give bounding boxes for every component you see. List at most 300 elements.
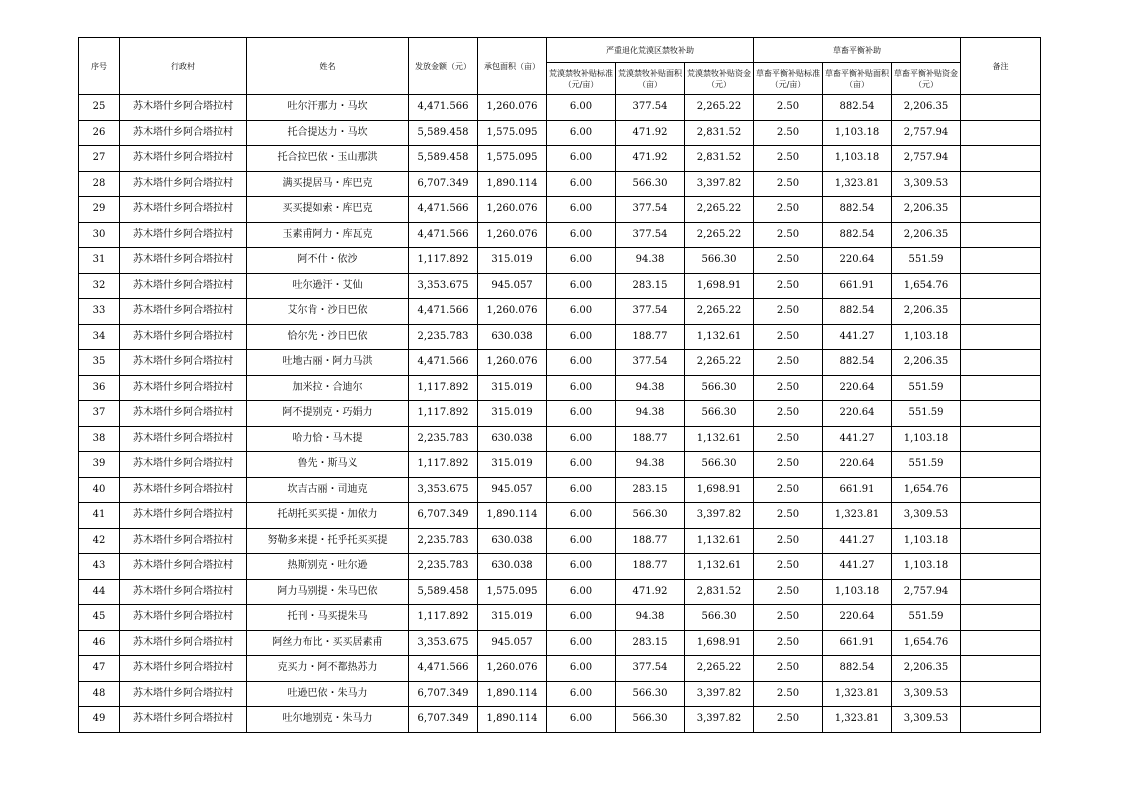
cell-desert-fund: 1,132.61 bbox=[685, 528, 754, 554]
cell-amount: 1,117.892 bbox=[409, 452, 478, 478]
cell-remark bbox=[961, 656, 1041, 682]
cell-amount: 6,707.349 bbox=[409, 707, 478, 733]
cell-desert-fund: 2,265.22 bbox=[685, 299, 754, 325]
cell-grass-fund: 2,206.35 bbox=[892, 299, 961, 325]
cell-desert-std: 6.00 bbox=[547, 554, 616, 580]
cell-desert-std: 6.00 bbox=[547, 375, 616, 401]
cell-seq: 38 bbox=[79, 426, 120, 452]
cell-desert-std: 6.00 bbox=[547, 477, 616, 503]
cell-grass-area: 882.54 bbox=[823, 656, 892, 682]
cell-name: 买买提如索・库巴克 bbox=[247, 197, 409, 223]
cell-grass-area: 661.91 bbox=[823, 477, 892, 503]
cell-desert-fund: 3,397.82 bbox=[685, 503, 754, 529]
cell-village: 苏木塔什乡阿合塔拉村 bbox=[120, 299, 247, 325]
cell-grass-fund: 551.59 bbox=[892, 375, 961, 401]
cell-seq: 41 bbox=[79, 503, 120, 529]
cell-area: 315.019 bbox=[478, 605, 547, 631]
cell-seq: 36 bbox=[79, 375, 120, 401]
cell-name: 恰尔先・沙日巴依 bbox=[247, 324, 409, 350]
cell-village: 苏木塔什乡阿合塔拉村 bbox=[120, 171, 247, 197]
cell-remark bbox=[961, 426, 1041, 452]
cell-grass-fund: 2,206.35 bbox=[892, 350, 961, 376]
cell-grass-area: 220.64 bbox=[823, 248, 892, 274]
cell-remark bbox=[961, 579, 1041, 605]
cell-desert-std: 6.00 bbox=[547, 324, 616, 350]
cell-area: 1,575.095 bbox=[478, 146, 547, 172]
cell-grass-area: 882.54 bbox=[823, 350, 892, 376]
cell-area: 1,260.076 bbox=[478, 197, 547, 223]
cell-area: 1,260.076 bbox=[478, 95, 547, 121]
cell-grass-area: 220.64 bbox=[823, 605, 892, 631]
cell-remark bbox=[961, 146, 1041, 172]
cell-grass-area: 1,323.81 bbox=[823, 503, 892, 529]
cell-grass-area: 441.27 bbox=[823, 324, 892, 350]
cell-desert-area: 377.54 bbox=[616, 95, 685, 121]
cell-seq: 30 bbox=[79, 222, 120, 248]
cell-village: 苏木塔什乡阿合塔拉村 bbox=[120, 503, 247, 529]
cell-amount: 2,235.783 bbox=[409, 426, 478, 452]
cell-grass-fund: 3,309.53 bbox=[892, 171, 961, 197]
cell-grass-area: 220.64 bbox=[823, 401, 892, 427]
table-row bbox=[79, 681, 1041, 707]
cell-grass-fund: 3,309.53 bbox=[892, 707, 961, 733]
cell-remark bbox=[961, 197, 1041, 223]
cell-desert-fund: 1,698.91 bbox=[685, 273, 754, 299]
cell-remark bbox=[961, 605, 1041, 631]
cell-remark bbox=[961, 452, 1041, 478]
cell-desert-std: 6.00 bbox=[547, 579, 616, 605]
header-amount: 发放金额（元） bbox=[409, 38, 478, 95]
table-row bbox=[79, 120, 1041, 146]
cell-grass-std: 2.50 bbox=[754, 299, 823, 325]
cell-amount: 2,235.783 bbox=[409, 554, 478, 580]
cell-desert-fund: 1,132.61 bbox=[685, 426, 754, 452]
cell-village: 苏木塔什乡阿合塔拉村 bbox=[120, 630, 247, 656]
cell-area: 1,890.114 bbox=[478, 681, 547, 707]
cell-desert-area: 377.54 bbox=[616, 350, 685, 376]
cell-area: 1,890.114 bbox=[478, 171, 547, 197]
cell-desert-fund: 566.30 bbox=[685, 401, 754, 427]
cell-name: 托胡托买买提・加依力 bbox=[247, 503, 409, 529]
cell-seq: 25 bbox=[79, 95, 120, 121]
cell-remark bbox=[961, 375, 1041, 401]
cell-remark bbox=[961, 350, 1041, 376]
cell-desert-std: 6.00 bbox=[547, 681, 616, 707]
cell-desert-area: 471.92 bbox=[616, 579, 685, 605]
cell-village: 苏木塔什乡阿合塔拉村 bbox=[120, 579, 247, 605]
cell-desert-area: 283.15 bbox=[616, 630, 685, 656]
cell-area: 1,260.076 bbox=[478, 350, 547, 376]
cell-desert-fund: 2,831.52 bbox=[685, 120, 754, 146]
cell-village: 苏木塔什乡阿合塔拉村 bbox=[120, 273, 247, 299]
cell-grass-fund: 2,206.35 bbox=[892, 197, 961, 223]
header-village: 行政村 bbox=[120, 38, 247, 95]
table-row bbox=[79, 426, 1041, 452]
cell-amount: 3,353.675 bbox=[409, 477, 478, 503]
cell-seq: 29 bbox=[79, 197, 120, 223]
cell-amount: 1,117.892 bbox=[409, 375, 478, 401]
cell-grass-std: 2.50 bbox=[754, 452, 823, 478]
cell-grass-fund: 2,206.35 bbox=[892, 222, 961, 248]
cell-amount: 4,471.566 bbox=[409, 95, 478, 121]
cell-name: 阿丝力布比・买买居素甫 bbox=[247, 630, 409, 656]
header-group-grass: 草畜平衡补助 bbox=[754, 38, 961, 63]
cell-desert-std: 6.00 bbox=[547, 426, 616, 452]
cell-name: 吐地古丽・阿力马洪 bbox=[247, 350, 409, 376]
cell-village: 苏木塔什乡阿合塔拉村 bbox=[120, 554, 247, 580]
cell-name: 吐尔逊汗・艾仙 bbox=[247, 273, 409, 299]
cell-name: 吐尔汗那力・马坎 bbox=[247, 95, 409, 121]
cell-village: 苏木塔什乡阿合塔拉村 bbox=[120, 707, 247, 733]
cell-seq: 47 bbox=[79, 656, 120, 682]
cell-amount: 4,471.566 bbox=[409, 350, 478, 376]
cell-grass-std: 2.50 bbox=[754, 579, 823, 605]
cell-remark bbox=[961, 630, 1041, 656]
cell-seq: 33 bbox=[79, 299, 120, 325]
cell-desert-area: 566.30 bbox=[616, 171, 685, 197]
cell-village: 苏木塔什乡阿合塔拉村 bbox=[120, 324, 247, 350]
cell-grass-std: 2.50 bbox=[754, 197, 823, 223]
cell-grass-std: 2.50 bbox=[754, 477, 823, 503]
cell-area: 630.038 bbox=[478, 528, 547, 554]
cell-area: 1,575.095 bbox=[478, 579, 547, 605]
cell-amount: 6,707.349 bbox=[409, 171, 478, 197]
cell-grass-area: 441.27 bbox=[823, 554, 892, 580]
table-row bbox=[79, 222, 1041, 248]
table-row bbox=[79, 324, 1041, 350]
cell-name: 鲁先・斯马义 bbox=[247, 452, 409, 478]
cell-seq: 45 bbox=[79, 605, 120, 631]
table-row bbox=[79, 656, 1041, 682]
cell-village: 苏木塔什乡阿合塔拉村 bbox=[120, 656, 247, 682]
cell-name: 努勒多来提・托乎托买买提 bbox=[247, 528, 409, 554]
cell-seq: 39 bbox=[79, 452, 120, 478]
cell-grass-fund: 551.59 bbox=[892, 248, 961, 274]
cell-desert-fund: 2,831.52 bbox=[685, 146, 754, 172]
cell-grass-area: 220.64 bbox=[823, 375, 892, 401]
header-desert-fund: 荒漠禁牧补贴资金（元） bbox=[685, 63, 754, 95]
cell-name: 热斯别克・吐尔逊 bbox=[247, 554, 409, 580]
table-row bbox=[79, 171, 1041, 197]
cell-desert-std: 6.00 bbox=[547, 120, 616, 146]
cell-seq: 31 bbox=[79, 248, 120, 274]
cell-desert-std: 6.00 bbox=[547, 197, 616, 223]
table-row bbox=[79, 707, 1041, 733]
cell-area: 315.019 bbox=[478, 401, 547, 427]
cell-amount: 3,353.675 bbox=[409, 273, 478, 299]
cell-grass-fund: 1,103.18 bbox=[892, 528, 961, 554]
cell-amount: 5,589.458 bbox=[409, 120, 478, 146]
cell-remark bbox=[961, 273, 1041, 299]
cell-seq: 34 bbox=[79, 324, 120, 350]
cell-name: 吐逊巴依・朱马力 bbox=[247, 681, 409, 707]
cell-remark bbox=[961, 707, 1041, 733]
cell-grass-std: 2.50 bbox=[754, 503, 823, 529]
cell-desert-area: 566.30 bbox=[616, 707, 685, 733]
cell-seq: 26 bbox=[79, 120, 120, 146]
cell-desert-area: 377.54 bbox=[616, 656, 685, 682]
cell-desert-std: 6.00 bbox=[547, 222, 616, 248]
cell-amount: 3,353.675 bbox=[409, 630, 478, 656]
cell-area: 1,260.076 bbox=[478, 656, 547, 682]
cell-desert-fund: 566.30 bbox=[685, 248, 754, 274]
cell-grass-fund: 551.59 bbox=[892, 605, 961, 631]
cell-grass-std: 2.50 bbox=[754, 528, 823, 554]
cell-area: 630.038 bbox=[478, 324, 547, 350]
header-area: 承包面积（亩） bbox=[478, 38, 547, 95]
cell-grass-std: 2.50 bbox=[754, 146, 823, 172]
cell-grass-std: 2.50 bbox=[754, 350, 823, 376]
cell-area: 315.019 bbox=[478, 452, 547, 478]
cell-desert-area: 94.38 bbox=[616, 452, 685, 478]
cell-grass-area: 1,323.81 bbox=[823, 171, 892, 197]
cell-grass-area: 1,323.81 bbox=[823, 707, 892, 733]
cell-village: 苏木塔什乡阿合塔拉村 bbox=[120, 681, 247, 707]
cell-seq: 27 bbox=[79, 146, 120, 172]
cell-grass-fund: 551.59 bbox=[892, 401, 961, 427]
cell-desert-std: 6.00 bbox=[547, 146, 616, 172]
cell-remark bbox=[961, 171, 1041, 197]
cell-desert-std: 6.00 bbox=[547, 299, 616, 325]
cell-desert-fund: 1,132.61 bbox=[685, 324, 754, 350]
cell-desert-fund: 2,265.22 bbox=[685, 95, 754, 121]
cell-grass-fund: 1,103.18 bbox=[892, 554, 961, 580]
cell-amount: 1,117.892 bbox=[409, 605, 478, 631]
cell-village: 苏木塔什乡阿合塔拉村 bbox=[120, 248, 247, 274]
cell-grass-std: 2.50 bbox=[754, 630, 823, 656]
cell-grass-std: 2.50 bbox=[754, 656, 823, 682]
cell-grass-fund: 1,103.18 bbox=[892, 426, 961, 452]
cell-name: 托合拉巴依・玉山那洪 bbox=[247, 146, 409, 172]
table-row bbox=[79, 401, 1041, 427]
cell-area: 630.038 bbox=[478, 426, 547, 452]
cell-amount: 2,235.783 bbox=[409, 528, 478, 554]
table-row bbox=[79, 579, 1041, 605]
cell-grass-fund: 2,757.94 bbox=[892, 120, 961, 146]
cell-grass-fund: 3,309.53 bbox=[892, 503, 961, 529]
cell-amount: 4,471.566 bbox=[409, 197, 478, 223]
cell-grass-area: 882.54 bbox=[823, 197, 892, 223]
cell-desert-fund: 2,265.22 bbox=[685, 197, 754, 223]
cell-village: 苏木塔什乡阿合塔拉村 bbox=[120, 197, 247, 223]
cell-remark bbox=[961, 95, 1041, 121]
cell-desert-area: 566.30 bbox=[616, 503, 685, 529]
header-name: 姓名 bbox=[247, 38, 409, 95]
table-row bbox=[79, 503, 1041, 529]
cell-desert-std: 6.00 bbox=[547, 605, 616, 631]
header-remark: 备注 bbox=[961, 38, 1041, 95]
cell-grass-area: 882.54 bbox=[823, 95, 892, 121]
cell-village: 苏木塔什乡阿合塔拉村 bbox=[120, 452, 247, 478]
cell-grass-std: 2.50 bbox=[754, 171, 823, 197]
cell-desert-fund: 566.30 bbox=[685, 605, 754, 631]
cell-remark bbox=[961, 324, 1041, 350]
cell-desert-fund: 2,831.52 bbox=[685, 579, 754, 605]
cell-grass-area: 1,323.81 bbox=[823, 681, 892, 707]
cell-seq: 37 bbox=[79, 401, 120, 427]
cell-remark bbox=[961, 528, 1041, 554]
cell-name: 吐尔地别克・朱马力 bbox=[247, 707, 409, 733]
cell-name: 艾尔肯・沙日巴依 bbox=[247, 299, 409, 325]
cell-area: 945.057 bbox=[478, 477, 547, 503]
cell-village: 苏木塔什乡阿合塔拉村 bbox=[120, 401, 247, 427]
cell-desert-area: 188.77 bbox=[616, 426, 685, 452]
table-row bbox=[79, 197, 1041, 223]
table-row bbox=[79, 95, 1041, 121]
cell-desert-fund: 3,397.82 bbox=[685, 171, 754, 197]
cell-grass-fund: 1,654.76 bbox=[892, 477, 961, 503]
cell-grass-std: 2.50 bbox=[754, 95, 823, 121]
cell-name: 哈力恰・马木提 bbox=[247, 426, 409, 452]
cell-amount: 6,707.349 bbox=[409, 681, 478, 707]
cell-grass-fund: 2,757.94 bbox=[892, 579, 961, 605]
header-desert-std: 荒漠禁牧补贴标准（元/亩） bbox=[547, 63, 616, 95]
table-row bbox=[79, 299, 1041, 325]
cell-grass-std: 2.50 bbox=[754, 248, 823, 274]
cell-amount: 4,471.566 bbox=[409, 656, 478, 682]
cell-village: 苏木塔什乡阿合塔拉村 bbox=[120, 375, 247, 401]
table-row bbox=[79, 477, 1041, 503]
cell-grass-area: 441.27 bbox=[823, 426, 892, 452]
cell-desert-std: 6.00 bbox=[547, 503, 616, 529]
cell-grass-area: 661.91 bbox=[823, 630, 892, 656]
cell-desert-area: 283.15 bbox=[616, 477, 685, 503]
cell-village: 苏木塔什乡阿合塔拉村 bbox=[120, 477, 247, 503]
cell-desert-area: 471.92 bbox=[616, 120, 685, 146]
header-grass-area: 草畜平衡补贴面积（亩） bbox=[823, 63, 892, 95]
subsidy-table bbox=[78, 37, 1041, 733]
cell-desert-fund: 1,698.91 bbox=[685, 630, 754, 656]
cell-remark bbox=[961, 120, 1041, 146]
cell-seq: 46 bbox=[79, 630, 120, 656]
cell-grass-area: 441.27 bbox=[823, 528, 892, 554]
cell-grass-fund: 1,654.76 bbox=[892, 630, 961, 656]
cell-desert-area: 94.38 bbox=[616, 375, 685, 401]
cell-village: 苏木塔什乡阿合塔拉村 bbox=[120, 120, 247, 146]
cell-village: 苏木塔什乡阿合塔拉村 bbox=[120, 146, 247, 172]
cell-village: 苏木塔什乡阿合塔拉村 bbox=[120, 350, 247, 376]
cell-grass-std: 2.50 bbox=[754, 273, 823, 299]
cell-area: 1,260.076 bbox=[478, 222, 547, 248]
cell-grass-fund: 1,654.76 bbox=[892, 273, 961, 299]
cell-village: 苏木塔什乡阿合塔拉村 bbox=[120, 426, 247, 452]
cell-desert-area: 188.77 bbox=[616, 324, 685, 350]
cell-name: 阿力马别提・朱马巴依 bbox=[247, 579, 409, 605]
cell-remark bbox=[961, 681, 1041, 707]
cell-amount: 5,589.458 bbox=[409, 146, 478, 172]
cell-grass-std: 2.50 bbox=[754, 324, 823, 350]
cell-desert-std: 6.00 bbox=[547, 707, 616, 733]
cell-grass-fund: 1,103.18 bbox=[892, 324, 961, 350]
cell-grass-area: 1,103.18 bbox=[823, 120, 892, 146]
cell-seq: 44 bbox=[79, 579, 120, 605]
cell-area: 315.019 bbox=[478, 248, 547, 274]
cell-remark bbox=[961, 222, 1041, 248]
cell-desert-std: 6.00 bbox=[547, 171, 616, 197]
cell-name: 阿不什・依沙 bbox=[247, 248, 409, 274]
cell-grass-std: 2.50 bbox=[754, 554, 823, 580]
cell-seq: 49 bbox=[79, 707, 120, 733]
cell-village: 苏木塔什乡阿合塔拉村 bbox=[120, 528, 247, 554]
cell-seq: 28 bbox=[79, 171, 120, 197]
cell-name: 坎吉古丽・司迪克 bbox=[247, 477, 409, 503]
cell-village: 苏木塔什乡阿合塔拉村 bbox=[120, 95, 247, 121]
cell-name: 托刊・马买提朱马 bbox=[247, 605, 409, 631]
table-row bbox=[79, 375, 1041, 401]
cell-desert-area: 94.38 bbox=[616, 248, 685, 274]
cell-area: 630.038 bbox=[478, 554, 547, 580]
cell-desert-fund: 3,397.82 bbox=[685, 707, 754, 733]
cell-grass-fund: 2,757.94 bbox=[892, 146, 961, 172]
cell-name: 玉素甫阿力・库瓦克 bbox=[247, 222, 409, 248]
cell-desert-fund: 1,132.61 bbox=[685, 554, 754, 580]
cell-name: 加米拉・合迪尔 bbox=[247, 375, 409, 401]
cell-grass-area: 1,103.18 bbox=[823, 146, 892, 172]
cell-grass-area: 661.91 bbox=[823, 273, 892, 299]
cell-desert-fund: 566.30 bbox=[685, 452, 754, 478]
cell-desert-fund: 2,265.22 bbox=[685, 350, 754, 376]
cell-seq: 40 bbox=[79, 477, 120, 503]
table-body bbox=[79, 95, 1041, 733]
cell-desert-area: 471.92 bbox=[616, 146, 685, 172]
cell-desert-area: 94.38 bbox=[616, 605, 685, 631]
cell-area: 315.019 bbox=[478, 375, 547, 401]
cell-grass-std: 2.50 bbox=[754, 401, 823, 427]
cell-name: 克买力・阿不都热苏力 bbox=[247, 656, 409, 682]
cell-desert-std: 6.00 bbox=[547, 401, 616, 427]
cell-grass-fund: 2,206.35 bbox=[892, 656, 961, 682]
cell-grass-area: 882.54 bbox=[823, 222, 892, 248]
cell-desert-area: 188.77 bbox=[616, 554, 685, 580]
cell-desert-fund: 566.30 bbox=[685, 375, 754, 401]
cell-name: 托合提达力・马坎 bbox=[247, 120, 409, 146]
cell-seq: 42 bbox=[79, 528, 120, 554]
table-row bbox=[79, 528, 1041, 554]
table-row bbox=[79, 605, 1041, 631]
cell-desert-std: 6.00 bbox=[547, 95, 616, 121]
cell-seq: 35 bbox=[79, 350, 120, 376]
header-grass-fund: 草畜平衡补贴资金（元） bbox=[892, 63, 961, 95]
cell-amount: 4,471.566 bbox=[409, 299, 478, 325]
cell-grass-std: 2.50 bbox=[754, 426, 823, 452]
cell-desert-area: 283.15 bbox=[616, 273, 685, 299]
cell-area: 1,575.095 bbox=[478, 120, 547, 146]
cell-seq: 43 bbox=[79, 554, 120, 580]
cell-desert-std: 6.00 bbox=[547, 273, 616, 299]
cell-desert-std: 6.00 bbox=[547, 350, 616, 376]
cell-amount: 1,117.892 bbox=[409, 401, 478, 427]
cell-desert-area: 377.54 bbox=[616, 222, 685, 248]
cell-desert-fund: 3,397.82 bbox=[685, 681, 754, 707]
cell-grass-std: 2.50 bbox=[754, 681, 823, 707]
table-row bbox=[79, 554, 1041, 580]
table-row bbox=[79, 248, 1041, 274]
table-row bbox=[79, 146, 1041, 172]
cell-amount: 2,235.783 bbox=[409, 324, 478, 350]
header-seq: 序号 bbox=[79, 38, 120, 95]
cell-grass-std: 2.50 bbox=[754, 120, 823, 146]
cell-desert-area: 377.54 bbox=[616, 197, 685, 223]
cell-grass-std: 2.50 bbox=[754, 222, 823, 248]
cell-remark bbox=[961, 554, 1041, 580]
cell-grass-area: 220.64 bbox=[823, 452, 892, 478]
cell-area: 1,260.076 bbox=[478, 299, 547, 325]
cell-grass-std: 2.50 bbox=[754, 605, 823, 631]
cell-desert-std: 6.00 bbox=[547, 656, 616, 682]
cell-amount: 6,707.349 bbox=[409, 503, 478, 529]
header-grass-std: 草畜平衡补贴标准（元/亩） bbox=[754, 63, 823, 95]
table-row bbox=[79, 350, 1041, 376]
